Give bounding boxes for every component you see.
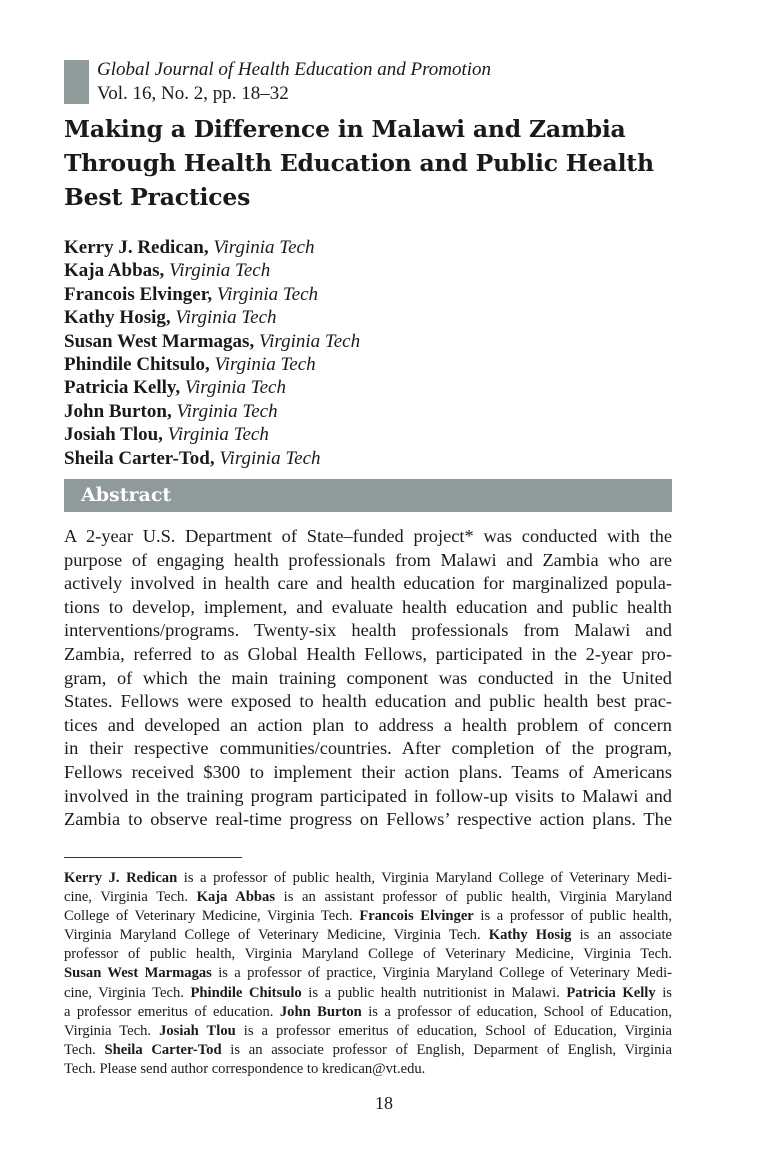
footnote-text: is: [655, 984, 672, 1001]
footnote-line: [64, 964, 672, 983]
author-entry: [64, 423, 360, 446]
footnote-text: is a professor of public health, Virginia Maryland College of Veterinary Medi-: [177, 870, 672, 886]
footnote-author-name: Phindile Chitsulo: [190, 984, 302, 1001]
abstract-line: interventions/programs. Twenty-six health professionals from Malawi and: [64, 620, 672, 641]
author-entry: [64, 330, 360, 353]
footnote-text: Virginia Maryland College of Veterinary Medicine, Virginia Tech.: [64, 927, 489, 944]
footnote-text: professor of public health, Virginia Maryland College of Veterinary Medicine, Virginia Tech.: [64, 946, 672, 963]
author-name: Sheila Carter-Tod,: [64, 447, 215, 469]
footnote-author-name: Patricia Kelly: [566, 984, 656, 1001]
author-entry: [64, 236, 360, 259]
footnote-line: [64, 926, 672, 945]
footnote-line: [64, 869, 672, 888]
footnote-author-name: John Burton: [279, 1003, 362, 1020]
author-list: [64, 236, 360, 470]
author-footnote: [64, 869, 672, 1079]
abstract-line: Zambia, referred to as Global Health Fellows, participated in the 2-year pro-: [64, 643, 672, 664]
journal-name: Global Journal of Health Education and Promotion: [97, 59, 492, 80]
footnote-text: is a professor of practice, Virginia Maryland College of Veterinary Medi-: [211, 965, 672, 982]
footnote-text: Tech.: [64, 1041, 105, 1058]
author-entry: [64, 259, 360, 282]
author-affiliation: Virginia Tech: [176, 400, 278, 422]
author-affiliation: Virginia Tech: [169, 260, 271, 282]
author-entry: [64, 353, 360, 376]
abstract-line: States. Fellows were exposed to health education and public health best prac-: [64, 691, 672, 712]
footnote-line: [64, 907, 672, 926]
abstract-line: Zambia to observe real-time progress on Fellows’ respective action plans. The: [64, 809, 672, 830]
footnote-author-name: Kerry J. Redican: [64, 870, 178, 886]
footnote-text: is an associate professor of English, Deparment of English, Virginia: [221, 1041, 672, 1058]
author-affiliation: Virginia Tech: [216, 283, 319, 305]
footnote-divider: [64, 857, 242, 858]
footnote-line: [64, 1003, 672, 1022]
author-affiliation: Virginia Tech: [219, 447, 321, 469]
abstract-line: involved in the training program participated in follow-up visits to Malawi and: [64, 785, 672, 806]
footnote-text: is an associate: [571, 927, 672, 944]
author-affiliation: Virginia Tech: [167, 424, 269, 446]
footnote-author-name: Sheila Carter-Tod: [104, 1041, 222, 1058]
article-title-line: Making a Difference in Malawi and Zambia: [64, 115, 626, 143]
abstract-line: in their respective communities/countries. After completion of the program,: [64, 738, 672, 759]
journal-citation: [97, 58, 491, 106]
abstract-line: Fellows received $300 to implement their action plans. Teams of Americans: [64, 761, 672, 782]
article-title-line: Best Practices: [64, 183, 251, 211]
author-name: Kathy Hosig,: [64, 307, 171, 329]
author-name: Susan West Marmagas,: [64, 330, 255, 352]
footnote-text: Tech. Please send author correspondence to kredican@vt.edu.: [64, 1060, 426, 1077]
author-entry: [64, 376, 360, 399]
footnote-author-name: Francois Elvinger: [359, 908, 474, 925]
author-entry: [64, 306, 360, 329]
footnote-author-name: Susan West Marmagas: [64, 965, 212, 982]
author-name: Josiah Tlou,: [64, 424, 163, 446]
author-affiliation: Virginia Tech: [214, 353, 316, 375]
author-name: Phindile Chitsulo,: [64, 353, 210, 375]
abstract-line: purpose of engaging health professionals from Malawi and Zambia who are: [64, 549, 672, 570]
author-affiliation: Virginia Tech: [175, 307, 277, 329]
author-name: Francois Elvinger,: [64, 283, 213, 305]
author-entry: [64, 447, 360, 470]
footnote-text: is a public health nutritionist in Malawi.: [301, 984, 567, 1001]
author-affiliation: Virginia Tech: [213, 237, 315, 258]
footnote-line: [64, 945, 672, 964]
abstract-body: [64, 525, 672, 832]
footnote-text: cine, Virginia Tech.: [64, 889, 197, 906]
footnote-text: a professor emeritus of education.: [64, 1003, 280, 1020]
abstract-line: tions to develop, implement, and evaluate health education and public health: [64, 596, 672, 617]
footnote-text: cine, Virginia Tech.: [64, 984, 191, 1001]
footnote-author-name: Kaja Abbas: [196, 889, 276, 906]
footnote-line: [64, 888, 672, 907]
footnote-author-name: Josiah Tlou: [159, 1022, 236, 1039]
journal-volume: Vol. 16, No. 2, pp. 18–32: [97, 83, 289, 104]
abstract-line: gram, of which the main training component was conducted in the United: [64, 667, 672, 688]
footnote-author-name: Kathy Hosig: [488, 927, 572, 944]
author-name: Patricia Kelly,: [64, 377, 181, 399]
author-affiliation: Virginia Tech: [258, 330, 361, 352]
footnote-text: is a professor of education, School of Education,: [361, 1003, 673, 1020]
abstract-line: A 2-year U.S. Department of State–funded project* was conducted with the: [64, 526, 672, 546]
footnote-line: [64, 1022, 672, 1041]
abstract-heading-bar: [64, 479, 672, 512]
page-number: 18: [375, 1093, 393, 1113]
author-name: Kaja Abbas,: [64, 260, 165, 282]
footnote-text: is an assistant professor of public health, Virginia Maryland: [275, 889, 672, 906]
author-affiliation: Virginia Tech: [184, 377, 286, 399]
footnote-text: College of Veterinary Medicine, Virginia Tech.: [64, 908, 360, 925]
abstract-heading: Abstract: [81, 484, 172, 506]
journal-header-bar: [64, 60, 89, 104]
journal-header: [64, 58, 672, 104]
abstract-line: tices and developed an action plan to address a health problem of concern: [64, 714, 672, 735]
author-entry: [64, 283, 360, 306]
author-name: John Burton,: [64, 400, 172, 422]
article-title-line: Through Health Education and Public Health: [64, 149, 654, 177]
footnote-text: Virginia Tech.: [64, 1022, 160, 1039]
author-entry: [64, 400, 360, 423]
article-title: [64, 112, 684, 214]
footnote-text: is a professor emeritus of education, School of Education, Virginia: [235, 1022, 672, 1039]
footnote-line: [64, 984, 672, 1003]
footnote-text: is a professor of public health,: [473, 908, 672, 925]
abstract-line: actively involved in health care and health education for marginalized popula-: [64, 573, 672, 594]
footnote-line: [64, 1060, 672, 1079]
footnote-line: [64, 1041, 672, 1060]
author-name: Kerry J. Redican,: [64, 237, 209, 258]
